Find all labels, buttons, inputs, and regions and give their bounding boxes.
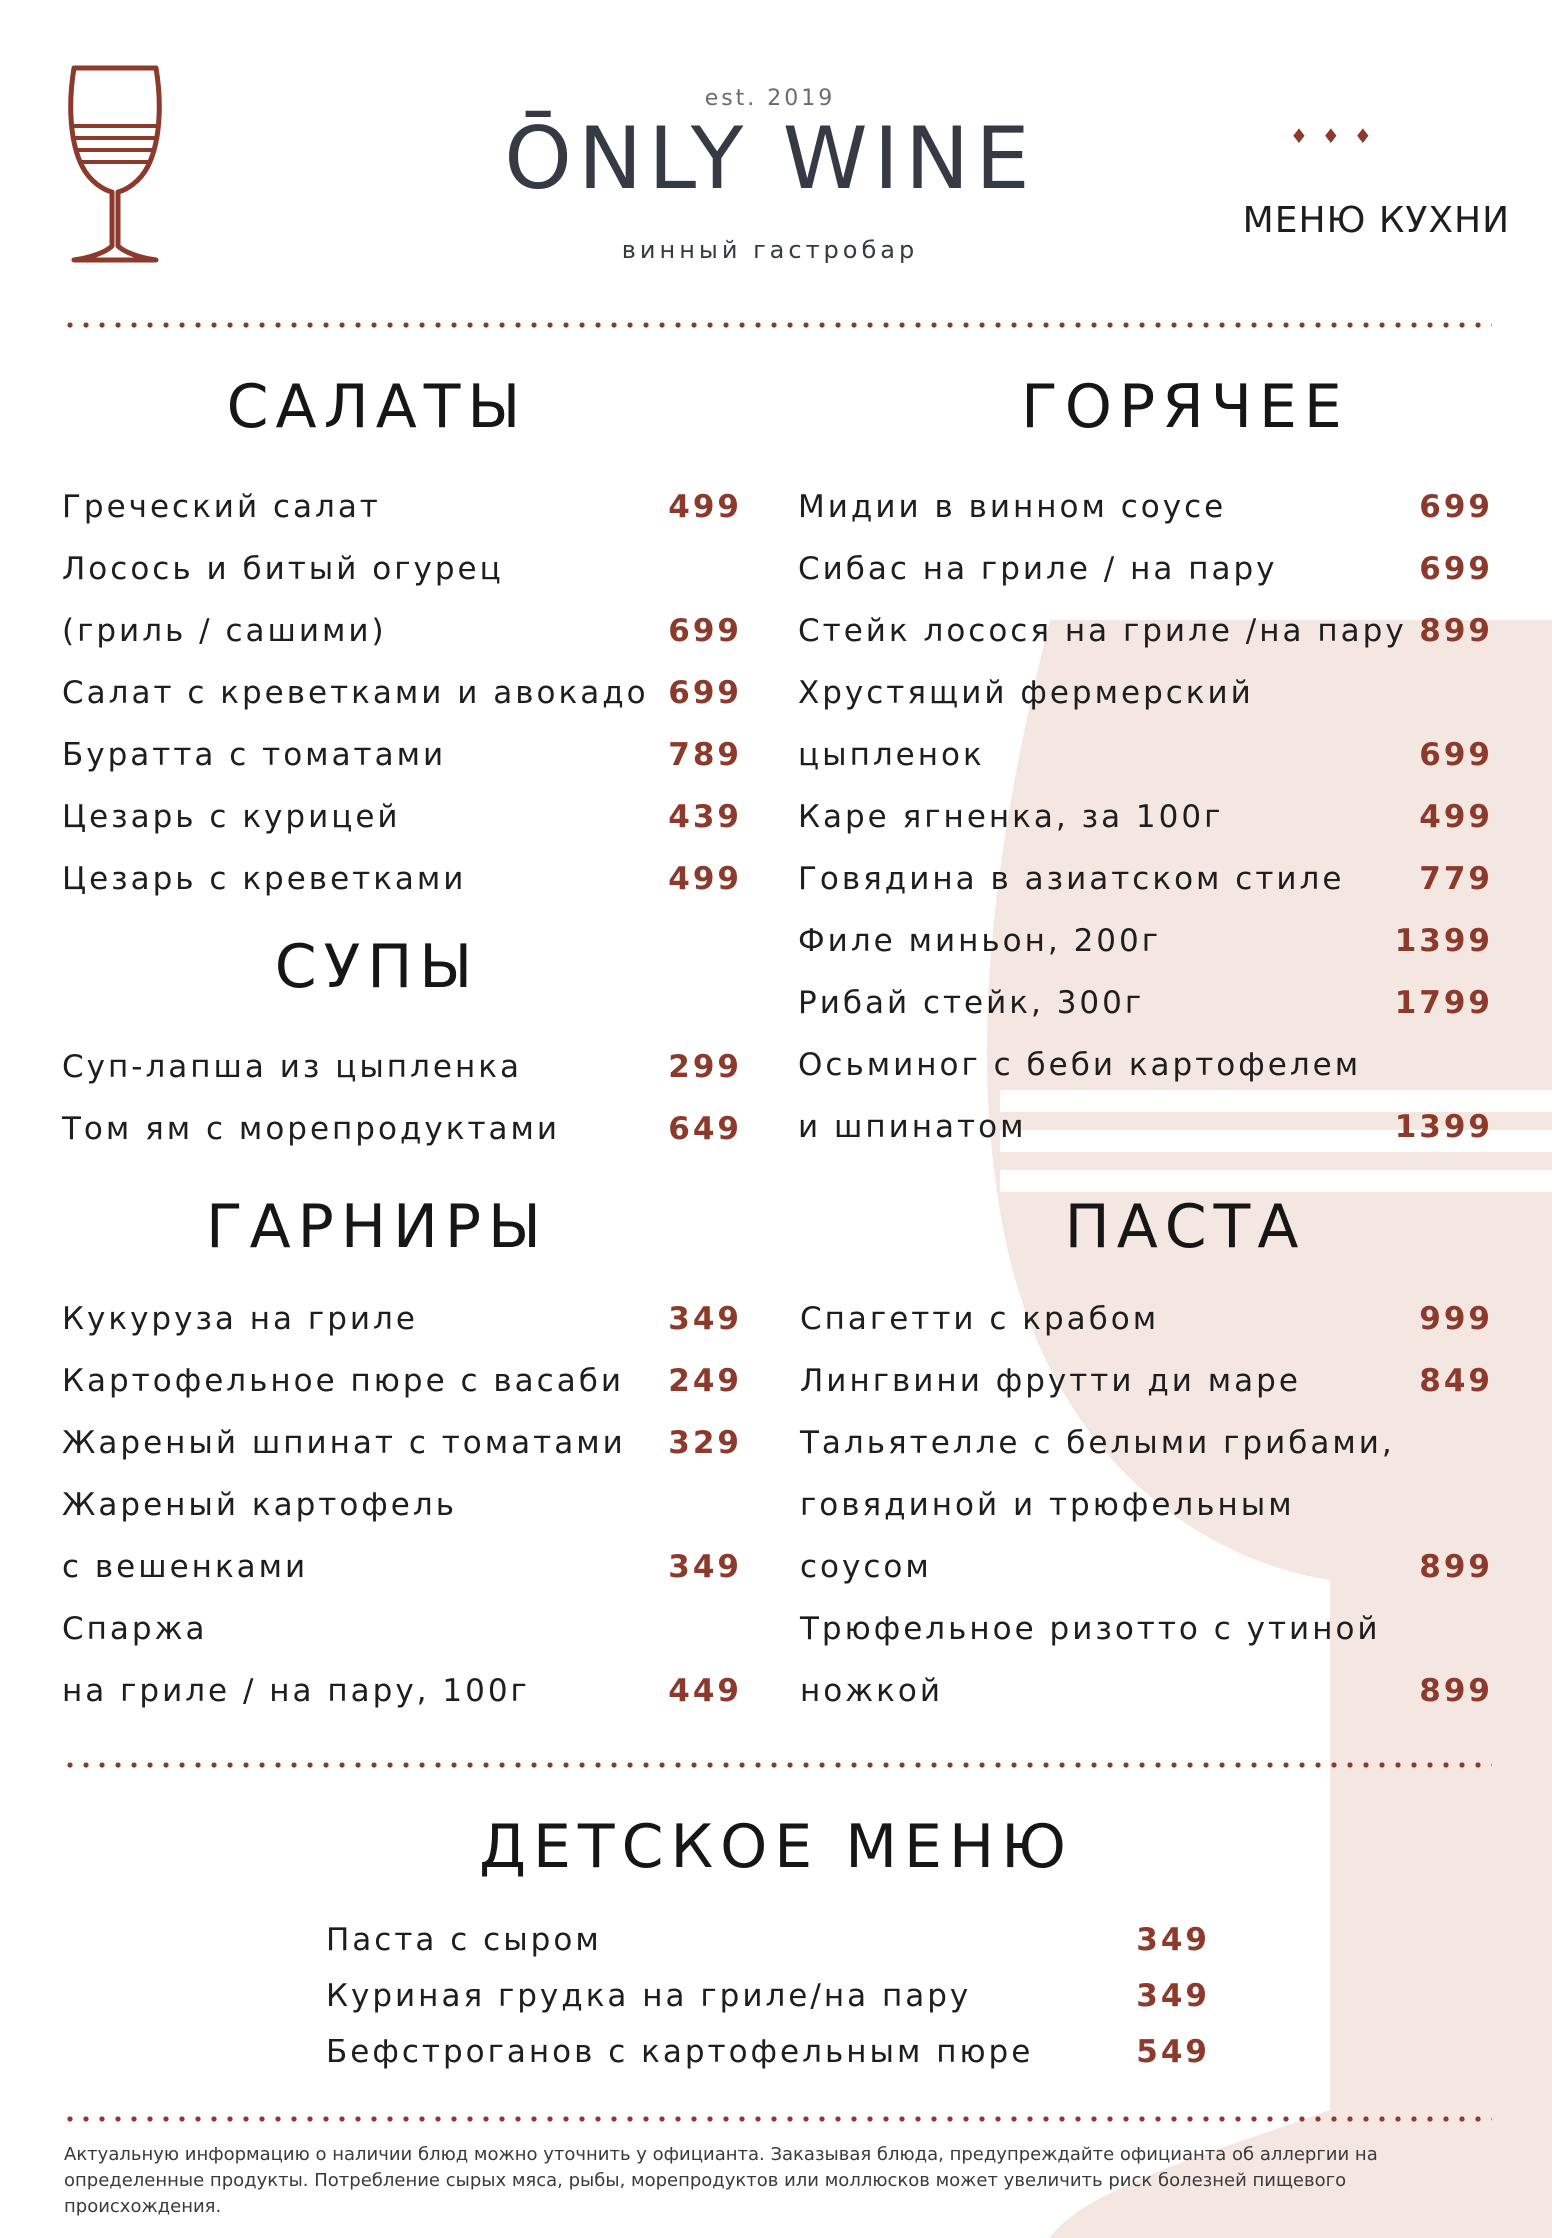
menu-item-row — [62, 538, 742, 600]
menu-item-name: Хрустящий фермерский — [798, 675, 1254, 711]
menu-item-row — [800, 1350, 1493, 1412]
menu-item-row — [798, 786, 1493, 848]
menu-item-name: Филе миньон, 200г — [798, 923, 1162, 959]
section-title-soups: СУПЫ — [274, 932, 480, 1002]
menu-item-row — [62, 476, 742, 538]
menu-item-price: 699 — [1419, 489, 1493, 525]
menu-item-row — [798, 600, 1493, 662]
menu-item-price: 499 — [1419, 799, 1493, 835]
menu-item-price: 1399 — [1394, 923, 1493, 959]
menu-item-row — [62, 724, 742, 786]
hot-list — [798, 476, 1493, 1158]
sides-list — [62, 1288, 742, 1722]
menu-item-row — [798, 848, 1493, 910]
menu-item-row — [62, 1412, 742, 1474]
established-year: est. 2019 — [704, 86, 836, 111]
menu-item-row — [798, 662, 1493, 724]
menu-item-price: 789 — [668, 737, 742, 773]
menu-item-price: 1799 — [1394, 985, 1493, 1021]
menu-item-row — [800, 1412, 1493, 1474]
menu-item-row — [62, 1474, 742, 1536]
menu-item-name: и шпинатом — [798, 1109, 1027, 1145]
menu-item-name: Бефстроганов с картофельным пюре — [326, 2034, 1034, 2070]
menu-item-price: 849 — [1419, 1363, 1493, 1399]
menu-item-row — [798, 1034, 1493, 1096]
menu-item-name: с вешенками — [62, 1549, 309, 1585]
menu-item-name: Трюфельное ризотто с утиной — [800, 1611, 1381, 1647]
menu-item-name: Том ям с морепродуктами — [62, 1111, 561, 1147]
section-title-salads: САЛАТЫ — [226, 372, 528, 442]
menu-item-name: Каре ягненка, за 100г — [798, 799, 1224, 835]
menu-item-price: 249 — [668, 1363, 742, 1399]
menu-item-row — [798, 972, 1493, 1034]
section-title-hot: ГОРЯЧЕЕ — [1021, 372, 1349, 442]
menu-item-name: Суп-лапша из цыпленка — [62, 1049, 522, 1085]
menu-item-name: Картофельное пюре с васаби — [62, 1363, 624, 1399]
brand-logo-text: ŌNLY WINE — [504, 109, 1036, 209]
footer-disclaimer: Актуальную информацию о наличии блюд можно уточнить у официанта. Заказывая блюда, предупреждайте официанта об аллергии на определенные продукты. Потребление сырых мяса, рыбы, морепродуктов или моллюсков может увеличить риск болезней пищевого происхождения. — [64, 2144, 1378, 2217]
menu-item-price: 699 — [668, 675, 742, 711]
menu-item-row — [62, 1288, 742, 1350]
menu-item-price: 499 — [668, 861, 742, 897]
menu-item-row — [798, 476, 1493, 538]
kids-list — [326, 1912, 1210, 2080]
menu-item-row — [62, 848, 742, 910]
menu-item-price: 699 — [668, 613, 742, 649]
menu-item-name: Салат с креветками и авокадо — [62, 675, 649, 711]
menu-item-row — [800, 1660, 1493, 1722]
menu-item-price: 899 — [1419, 1549, 1493, 1585]
menu-item-name: Буратта с томатами — [62, 737, 447, 773]
menu-item-row — [326, 2024, 1210, 2080]
menu-item-price: 699 — [1419, 737, 1493, 773]
menu-item-row — [798, 724, 1493, 786]
salads-list — [62, 476, 742, 910]
menu-item-name: говядиной и трюфельным — [800, 1487, 1295, 1523]
menu-item-row — [62, 1660, 742, 1722]
menu-item-row — [800, 1598, 1493, 1660]
menu-item-row — [326, 1912, 1210, 1968]
menu-item-name: Стейк лосося на гриле /на пару — [798, 613, 1407, 649]
menu-item-name: Паста с сыром — [326, 1922, 602, 1958]
menu-item-name: Рибай стейк, 300г — [798, 985, 1145, 1021]
menu-item-row — [800, 1474, 1493, 1536]
menu-item-price: 449 — [668, 1673, 742, 1709]
menu-item-price: 439 — [668, 799, 742, 835]
menu-item-price: 999 — [1419, 1301, 1493, 1337]
menu-item-name: ножкой — [800, 1673, 943, 1709]
menu-item-name: Кукуруза на гриле — [62, 1301, 418, 1337]
menu-item-price: 649 — [668, 1111, 742, 1147]
menu-item-row — [62, 1098, 742, 1160]
menu-title: МЕНЮ КУХНИ — [1242, 200, 1510, 241]
menu-item-name: Тальятелле с белыми грибами, — [800, 1425, 1395, 1461]
menu-item-name: Куриная грудка на гриле/на пару — [326, 1978, 972, 2014]
menu-item-name: (гриль / сашими) — [62, 613, 387, 649]
menu-item-row — [800, 1536, 1493, 1598]
dotted-divider — [62, 2116, 1492, 2122]
section-title-kids: ДЕТСКОЕ МЕНЮ — [479, 1812, 1073, 1882]
menu-item-row — [800, 1288, 1493, 1350]
menu-item-name: Жареный шпинат с томатами — [62, 1425, 626, 1461]
menu-item-name: Цезарь с курицей — [62, 799, 401, 835]
menu-item-name: Спагетти с крабом — [800, 1301, 1160, 1337]
menu-item-row — [326, 1968, 1210, 2024]
menu-item-price: 549 — [1136, 2034, 1210, 2070]
brand-subtitle: винный гастробар — [621, 236, 919, 264]
section-title-pasta: ПАСТА — [1064, 1192, 1306, 1262]
menu-item-row — [62, 1036, 742, 1098]
menu-item-name: Греческий салат — [62, 489, 381, 525]
decorative-diamonds: ♦♦♦ — [1290, 124, 1386, 148]
wine-glass-icon — [60, 64, 170, 274]
menu-item-name: Цезарь с креветками — [62, 861, 467, 897]
menu-item-price: 1399 — [1394, 1109, 1493, 1145]
menu-item-name: Спаржа — [62, 1611, 208, 1647]
dotted-divider — [62, 1762, 1492, 1768]
menu-item-name: Мидии в винном соусе — [798, 489, 1227, 525]
menu-item-row — [798, 538, 1493, 600]
menu-item-name: цыпленок — [798, 737, 985, 773]
menu-item-row — [62, 662, 742, 724]
menu-item-row — [62, 600, 742, 662]
menu-item-price: 349 — [1136, 1922, 1210, 1958]
menu-item-price: 699 — [1419, 551, 1493, 587]
dotted-divider — [62, 322, 1492, 328]
soups-list — [62, 1036, 742, 1160]
menu-item-name: Лосось и битый огурец — [62, 551, 504, 587]
menu-item-price: 499 — [668, 489, 742, 525]
menu-item-name: Жареный картофель — [62, 1487, 457, 1523]
menu-item-row — [62, 1350, 742, 1412]
menu-item-row — [798, 1096, 1493, 1158]
pasta-list — [800, 1288, 1493, 1722]
menu-item-name: Говядина в азиатском стиле — [798, 861, 1345, 897]
menu-item-price: 899 — [1419, 1673, 1493, 1709]
menu-item-name: Осьминог с беби картофелем — [798, 1047, 1362, 1083]
menu-item-row — [62, 1598, 742, 1660]
menu-item-row — [798, 910, 1493, 972]
menu-item-price: 349 — [1136, 1978, 1210, 2014]
menu-item-row — [62, 786, 742, 848]
menu-item-price: 899 — [1419, 613, 1493, 649]
menu-item-row — [62, 1536, 742, 1598]
menu-item-name: Сибас на гриле / на пару — [798, 551, 1278, 587]
menu-item-price: 779 — [1419, 861, 1493, 897]
menu-item-name: на гриле / на пару, 100г — [62, 1673, 530, 1709]
menu-item-name: соусом — [800, 1549, 932, 1585]
menu-item-price: 349 — [668, 1301, 742, 1337]
section-title-sides: ГАРНИРЫ — [206, 1192, 548, 1262]
menu-item-price: 349 — [668, 1549, 742, 1585]
menu-item-price: 299 — [668, 1049, 742, 1085]
menu-item-name: Лингвини фрутти ди маре — [800, 1363, 1301, 1399]
menu-item-price: 329 — [668, 1425, 742, 1461]
